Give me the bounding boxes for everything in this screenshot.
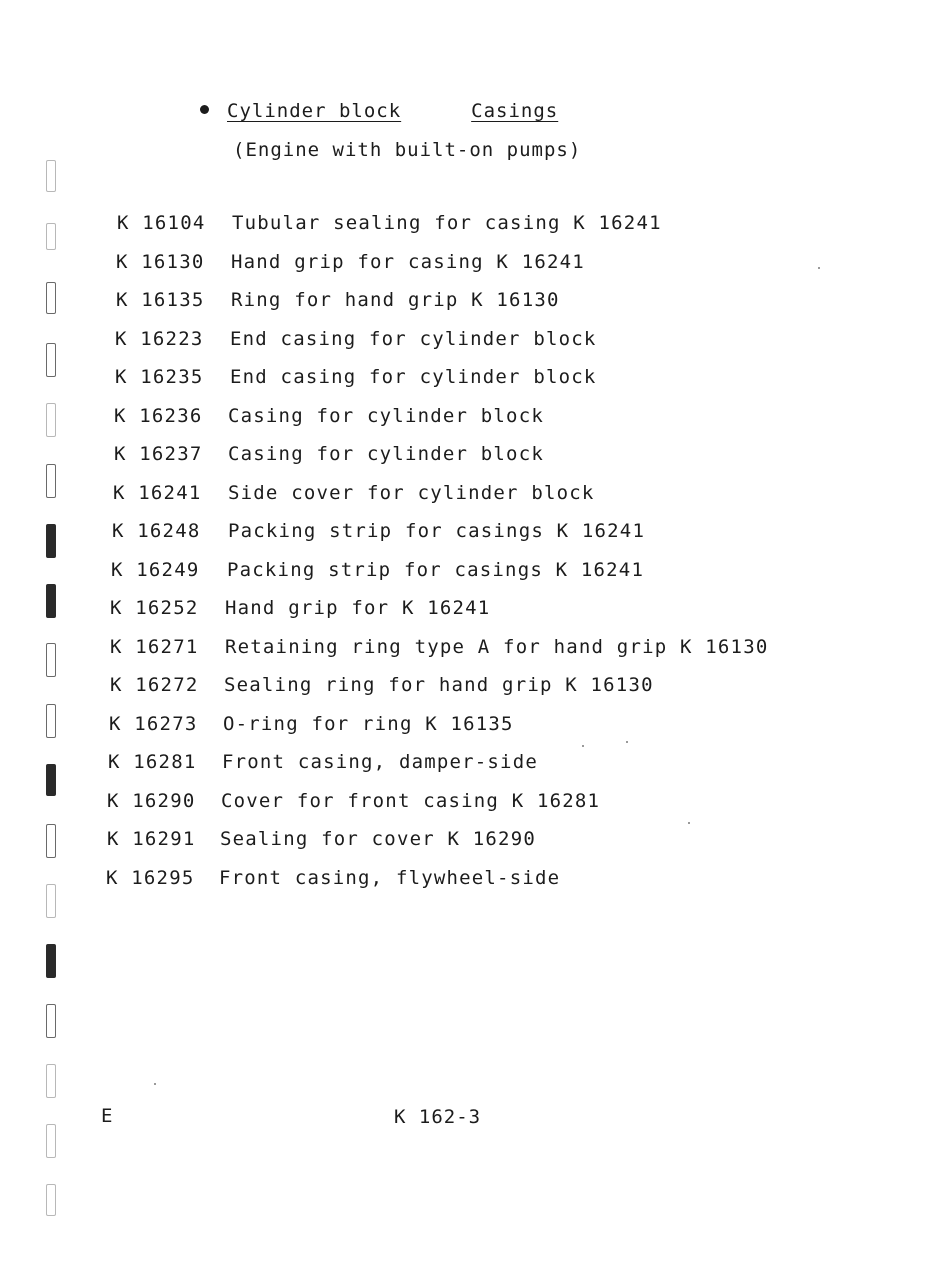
- part-number: K 16235: [115, 366, 204, 388]
- part-description: End casing for cylinder block: [230, 366, 597, 388]
- part-row: [0, 443, 930, 482]
- part-row: [0, 482, 930, 521]
- part-description: Retaining ring type A for hand grip K 16130: [225, 635, 769, 658]
- part-description: Packing strip for casings K 16241: [228, 520, 646, 542]
- scan-speck: [626, 741, 628, 743]
- section-heading: [200, 100, 558, 122]
- part-number: K 16249: [111, 558, 200, 581]
- part-number: K 16291: [107, 828, 196, 850]
- part-number: K 16237: [114, 443, 203, 465]
- part-row: [0, 828, 930, 867]
- part-description: Front casing, damper-side: [222, 751, 538, 773]
- part-row: [0, 559, 930, 598]
- part-description: End casing for cylinder block: [230, 327, 597, 350]
- part-description: Tubular sealing for casing K 16241: [232, 212, 662, 234]
- part-description: Hand grip for casing K 16241: [231, 250, 585, 273]
- scan-speck: [154, 1083, 156, 1085]
- part-number: K 16236: [114, 404, 203, 427]
- part-number: K 16273: [109, 712, 198, 735]
- bullet-icon: [200, 105, 209, 114]
- page-code: K 162-3: [394, 1106, 482, 1128]
- part-description: Casing for cylinder block: [228, 443, 544, 465]
- part-row: [0, 405, 930, 444]
- part-row: [0, 713, 930, 752]
- part-number: K 16248: [112, 520, 201, 542]
- part-row: [0, 289, 930, 328]
- part-row: [0, 520, 930, 559]
- part-row: [0, 328, 930, 367]
- heading-title: Cylinder block: [227, 100, 402, 122]
- scan-speck: [818, 267, 820, 269]
- part-number: K 16223: [115, 327, 204, 350]
- heading-section: Casings: [471, 100, 559, 122]
- part-description: Sealing for cover K 16290: [220, 828, 536, 850]
- part-number: K 16271: [110, 635, 199, 658]
- part-row: [0, 212, 930, 251]
- part-number: K 16104: [117, 212, 206, 234]
- part-row: [0, 636, 930, 675]
- part-number: K 16135: [116, 289, 205, 311]
- scan-speck: [688, 822, 690, 824]
- part-description: Packing strip for casings K 16241: [227, 558, 645, 581]
- part-number: K 16290: [107, 789, 196, 812]
- part-row: [0, 751, 930, 790]
- part-row: [0, 251, 930, 290]
- part-row: [0, 790, 930, 829]
- part-description: Cover for front casing K 16281: [221, 789, 601, 812]
- part-number: K 16295: [106, 866, 195, 889]
- part-description: Side cover for cylinder block: [228, 481, 595, 504]
- part-description: O-ring for ring K 16135: [223, 712, 514, 735]
- part-number: K 16252: [110, 597, 199, 619]
- heading-subtitle: (Engine with built-on pumps): [233, 139, 582, 161]
- part-description: Ring for hand grip K 16130: [231, 289, 560, 311]
- part-number: K 16130: [116, 250, 205, 273]
- part-number: K 16272: [110, 674, 199, 696]
- part-description: Casing for cylinder block: [228, 404, 544, 427]
- part-row: [0, 366, 930, 405]
- part-number: K 16281: [108, 751, 197, 773]
- scan-speck: [582, 745, 584, 747]
- part-description: Sealing ring for hand grip K 16130: [224, 674, 654, 696]
- part-description: Front casing, flywheel-side: [219, 866, 561, 889]
- part-row: [0, 674, 930, 713]
- part-description: Hand grip for K 16241: [225, 597, 491, 619]
- language-code: E: [101, 1105, 113, 1127]
- part-number: K 16241: [113, 481, 202, 504]
- part-row: [0, 597, 930, 636]
- parts-list: [0, 212, 930, 905]
- part-row: [0, 867, 930, 906]
